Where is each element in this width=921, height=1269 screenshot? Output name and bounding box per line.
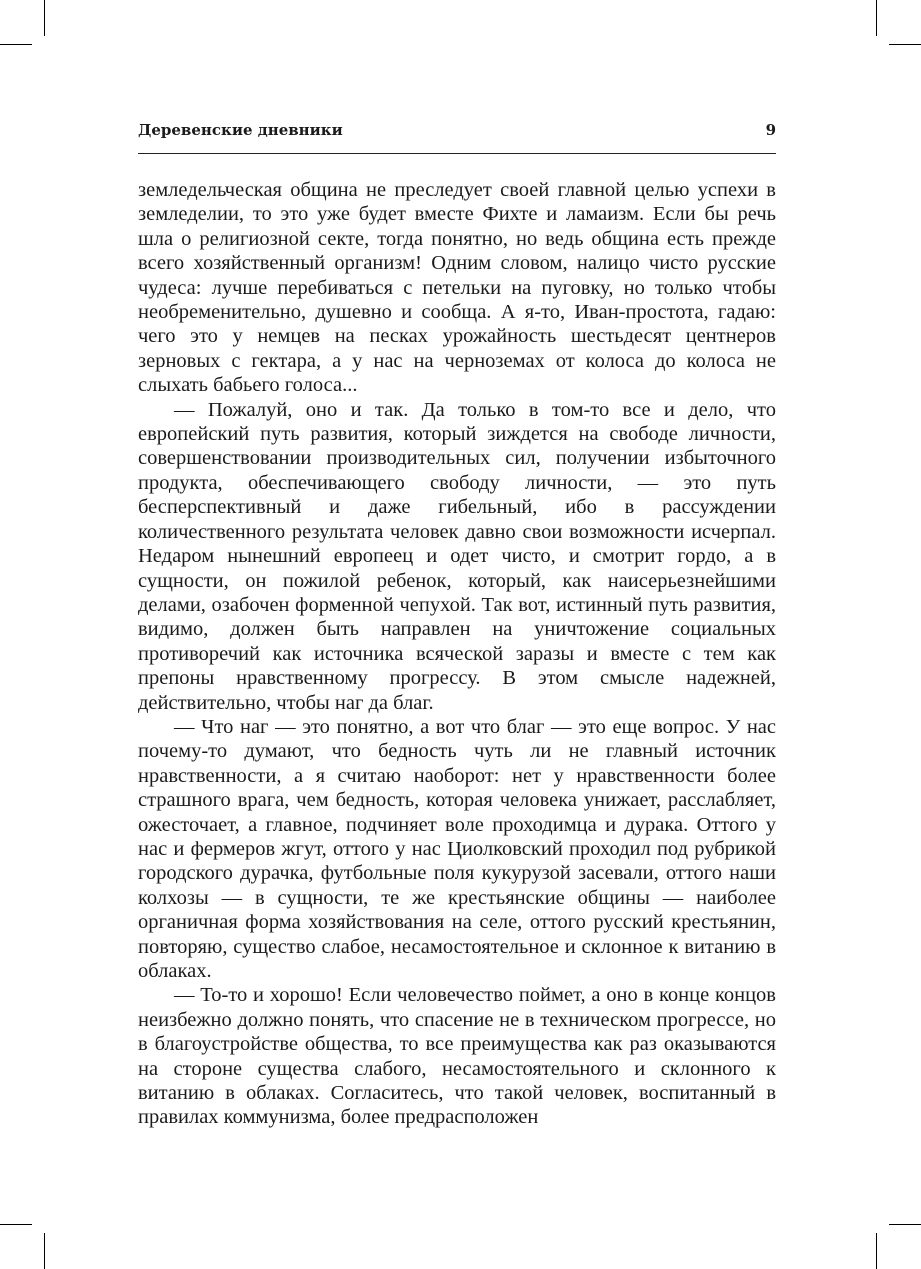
crop-mark-bottom-right <box>876 1233 877 1269</box>
page-number: 9 <box>765 121 776 139</box>
crop-mark-top-right <box>889 44 921 45</box>
paragraph: — Пожалуй, оно и так. Да только в том-то все и дело, что европейский путь развития, который зиждется на свободе личности, совершенствовании производительных сил, получении избыточного продукта, обеспечивающего свободу личности, — это путь бесперспективный и даже гибельный, ибо в рассуждении количественного результата человек давно свои возможности исчерпал. Недаром нынешний европеец и одет чисто, и смотрит гордо, а в сущности, он пожилой ребенок, который, как наисерьезнейшими делами, озабочен форменной чепухой. Так вот, истинный путь развития, видимо, должен быть направлен на уничтожение социальных противоречий как источника всяческой заразы и вместе с тем как препоны нравственному прогрессу. В этом смысле надежней, действительно, чтобы наг да благ. <box>138 398 776 714</box>
paragraph: — Что наг — это понятно, а вот что благ — это еще вопрос. У нас почему-то думают, что бедность чуть ли не главный источник нравственности, а я считаю наоборот: нет у нравственности более страшного врага, чем бедность, которая человека унижает, расслабляет, ожесточает, а главное, подчиняет воле проходимца и дурака. Оттого у нас и фермеров жгут, оттого у нас Циолковский проходил под рубрикой городского дурачка, футбольные поля кукурузой засевали, оттого наши колхозы — в сущности, те же крестьянские общины — наиболее органичная форма хозяйствования на селе, оттого русский крестьянин, повторяю, существо слабое, несамостоятельное и склонное к витанию в облаках. <box>138 715 776 982</box>
paragraph: — То-то и хорошо! Если человечество поймет, а оно в конце концов неизбежно должно понять, что спасение не в техническом прогрессе, но в благоустройстве общества, то все преимущества как раз оказываются на стороне существа слабого, несамостоятельного и склонного к витанию в облаках. Согласитесь, что такой человек, воспитанный в правилах коммунизма, более предрасположен <box>138 984 776 1129</box>
crop-mark-bottom-left <box>44 1233 45 1269</box>
running-head-title: Деревенские дневники <box>138 121 343 139</box>
crop-mark-bottom-right <box>889 1224 921 1225</box>
running-head <box>138 121 776 139</box>
paragraph: земледельческая община не преследует своей главной целью успехи в земледелии, то это уже будет вместе Фихте и ламаизм. Если бы речь шла о религиозной секте, тогда понятно, но ведь община есть прежде всего хозяйственный организм! Одним словом, налицо чисто русские чудеса: лучше перебиваться с петельки на пуговку, но только чтобы необременительно, душевно и сообща. А я-то, Иван-простота, гадаю: чего это у немцев на песках урожайность шестьдесят центнеров зерновых с гектара, а у нас на черноземах от колоса до колоса не слыхать бабьего голоса... <box>138 179 776 397</box>
crop-mark-top-left <box>0 44 32 45</box>
crop-mark-bottom-left <box>0 1224 32 1225</box>
header-rule <box>138 153 776 154</box>
crop-mark-top-left <box>44 0 45 36</box>
body-text <box>138 178 776 1130</box>
crop-mark-top-right <box>876 0 877 36</box>
